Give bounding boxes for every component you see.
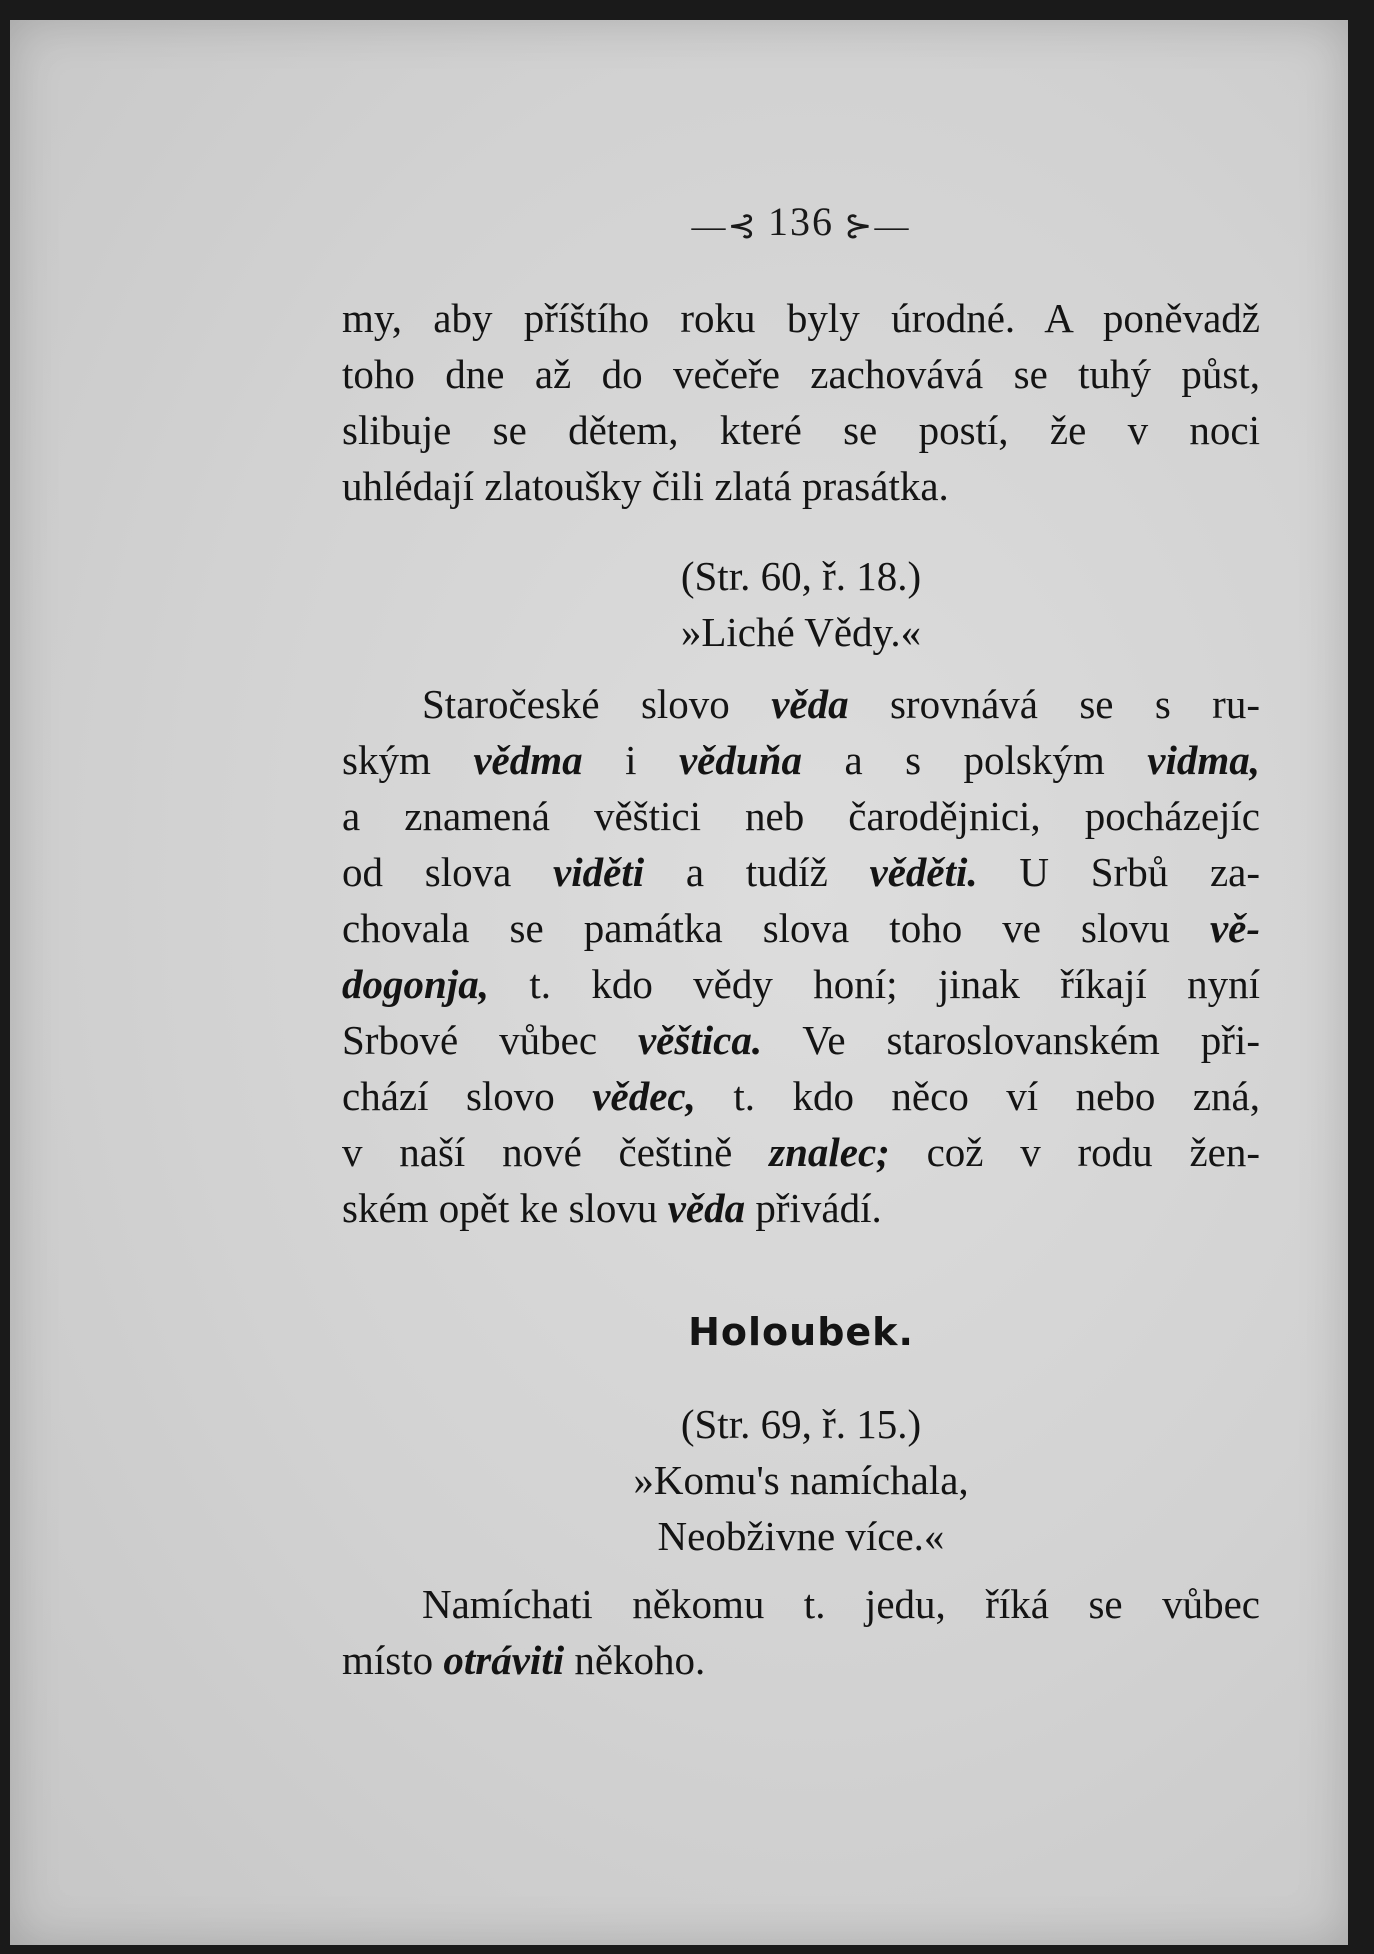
reference-citation: (Str. 69, ř. 15.): [680, 1401, 922, 1447]
section-heading: Holoubek.: [688, 1310, 914, 1354]
text-line: ském opět ke slovu věda přivádí.: [342, 1185, 882, 1231]
text-line: od slova viděti a tudíž věděti. U Srbů za-: [342, 849, 1260, 895]
paragraph-1: [342, 290, 1260, 514]
emphasis: otráviti: [443, 1637, 565, 1683]
ornament-right-icon: ⊱—: [844, 207, 911, 245]
text-line: chází slovo vědec, t. kdo něco ví nebo zná,: [342, 1073, 1260, 1119]
reference-citation: (Str. 60, ř. 18.): [680, 553, 922, 599]
reference-1: [342, 548, 1260, 660]
emphasis: viděti: [553, 849, 645, 895]
text-line: toho dne až do večeře zachovává se tuhý půst,: [342, 351, 1260, 397]
reference-2: [342, 1396, 1260, 1564]
reference-quote: Neobživne více.«: [657, 1513, 945, 1559]
emphasis: vědma: [473, 737, 583, 783]
emphasis: znalec;: [769, 1129, 890, 1175]
emphasis: věděti.: [869, 849, 978, 895]
text-line: v naší nové češtině znalec; což v rodu žen-: [342, 1129, 1260, 1175]
reference-quote: »Komu's namíchala,: [633, 1457, 969, 1503]
emphasis: vědec,: [592, 1073, 696, 1119]
page-number: 136: [768, 199, 834, 244]
emphasis: věda: [771, 681, 849, 727]
ornament-left-icon: —⊰: [691, 207, 758, 245]
emphasis: věduňa: [678, 737, 802, 783]
emphasis: vě-: [1209, 905, 1260, 951]
emphasis: vidma,: [1147, 737, 1260, 783]
text-line: místo otráviti někoho.: [342, 1637, 706, 1683]
text-line: a znamená věštici neb čarodějnici, pocházejíc: [342, 793, 1260, 839]
emphasis: věštica.: [637, 1017, 763, 1063]
text-line: ským vědma i věduňa a s polským vidma,: [342, 737, 1260, 783]
paragraph-2: [342, 676, 1260, 1236]
reference-quote: »Liché Vědy.«: [680, 609, 922, 655]
text-line: chovala se památka slova toho ve slovu vě-: [342, 905, 1260, 951]
emphasis: dogonja,: [342, 961, 489, 1007]
section-holoubek: [342, 1304, 1260, 1360]
emphasis: věda: [667, 1185, 746, 1231]
text-line: Namíchati někomu t. jedu, říká se vůbec: [422, 1581, 1260, 1627]
text-line: uhlédají zlatoušky čili zlatá prasátka.: [342, 463, 949, 509]
page-header: [342, 198, 1260, 246]
text-line: dogonja, t. kdo vědy honí; jinak říkají nyní: [342, 961, 1260, 1007]
text-line: slibuje se dětem, které se postí, že v noci: [342, 407, 1260, 453]
paragraph-3: [342, 1576, 1260, 1688]
text-line: Srbové vůbec věštica. Ve staroslovanském při-: [342, 1017, 1260, 1063]
text-line: Staročeské slovo věda srovnává se s ru-: [422, 681, 1260, 727]
text-line: my, aby příštího roku byly úrodné. A poněvadž: [342, 295, 1260, 341]
